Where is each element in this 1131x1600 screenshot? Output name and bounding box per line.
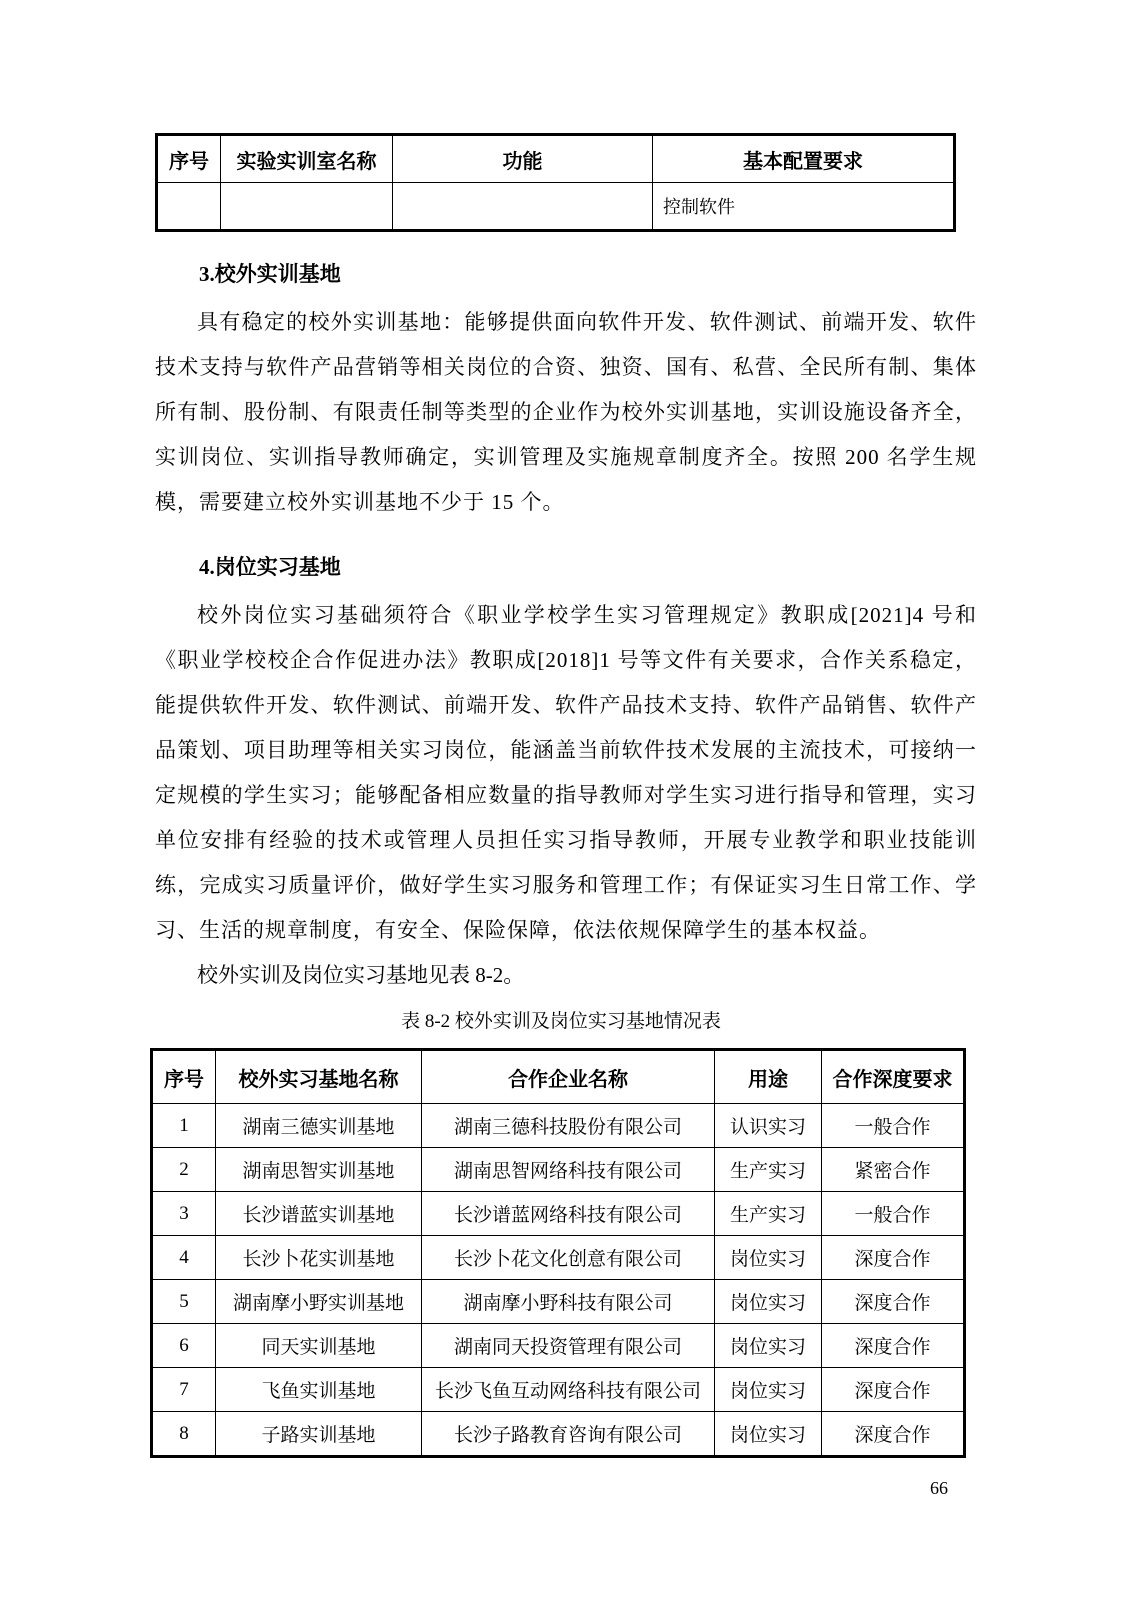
table-cell: 长沙卜花文化创意有限公司 [422,1236,715,1280]
column-header: 序号 [152,1050,216,1104]
table-cell: 长沙谱蓝实训基地 [216,1192,422,1236]
section-heading-internship-base: 4.岗位实习基地 [199,555,341,579]
section4-paragraph: 校外岗位实习基础须符合《职业学校学生实习管理规定》教职成[2021]4 号和《职业学校校企合作促进办法》教职成[2018]1 号等文件有关要求，合作关系稳定，能提供软件开发、软件测试、前端开发、软件产品技术支持、软件产品销售、软件产品策划、项目助理等相关实习岗位，能涵盖当前软件技术发展的主流技术，可接纳一定规模的学生实习；能够配备相应数量的指导教师对学生实习进行指导和管理，实习单位安排有经验的技术或管理人员担任实习指导教师，开展专业教学和职业技能训练，完成实习质量评价，做好学生实习服务和管理工作；有保证实习生日常工作、学习、生活的规章制度，有安全、保险保障，依法依规保障学生的基本权益。 [155,603,977,942]
table-caption: 表 8-2 校外实训及岗位实习基地情况表 [401,1011,721,1032]
table-cell: 岗位实习 [715,1368,822,1412]
table-row [157,183,955,231]
table-cell: 8 [152,1412,216,1457]
table-cell: 认识实习 [715,1104,822,1148]
table-cell: 1 [152,1104,216,1148]
table-row [152,1104,965,1148]
table-cell: 岗位实习 [715,1236,822,1280]
table-cell: 湖南思智实训基地 [216,1148,422,1192]
table-cell [221,183,393,231]
section-heading-off-campus-training: 3.校外实训基地 [199,262,341,286]
table-cell: 生产实习 [715,1192,822,1236]
table-cell: 深度合作 [822,1236,965,1280]
table-cell: 湖南摩小野实训基地 [216,1280,422,1324]
table-cell: 湖南思智网络科技有限公司 [422,1148,715,1192]
document-page [155,0,977,1458]
table-cell: 岗位实习 [715,1280,822,1324]
table-cell: 子路实训基地 [216,1412,422,1457]
table-row [152,1236,965,1280]
table-cell: 岗位实习 [715,1324,822,1368]
page-number: 66 [930,1478,948,1498]
table-header-row [157,135,955,183]
column-header: 合作企业名称 [422,1050,715,1104]
table-cell: 5 [152,1280,216,1324]
table-cell: 3 [152,1192,216,1236]
table-cell: 长沙子路教育咨询有限公司 [422,1412,715,1457]
table-cell: 同天实训基地 [216,1324,422,1368]
table-cell: 飞鱼实训基地 [216,1368,422,1412]
table-cell: 深度合作 [822,1324,965,1368]
section3-paragraph: 具有稳定的校外实训基地：能够提供面向软件开发、软件测试、前端开发、软件技术支持与软件产品营销等相关岗位的合资、独资、国有、私营、全民所有制、集体所有制、股份制、有限责任制等类型的企业作为校外实训基地，实训设施设备齐全，实训岗位、实训指导教师确定，实训管理及实施规章制度齐全。按照 200 名学生规模，需要建立校外实训基地不少于 15 个。 [155,310,977,514]
table-cell: 6 [152,1324,216,1368]
table-cell: 深度合作 [822,1412,965,1457]
table-reference-line: 校外实训及岗位实习基地见表 8-2。 [197,963,525,987]
lab-rooms-table [155,133,956,232]
column-header: 校外实习基地名称 [216,1050,422,1104]
column-header: 基本配置要求 [653,135,955,183]
table-cell: 岗位实习 [715,1412,822,1457]
table-cell: 湖南三德实训基地 [216,1104,422,1148]
table-cell: 长沙谱蓝网络科技有限公司 [422,1192,715,1236]
table-row [152,1324,965,1368]
column-header: 序号 [157,135,221,183]
table-cell: 长沙飞鱼互动网络科技有限公司 [422,1368,715,1412]
table-row [152,1148,965,1192]
internship-bases-table [150,1048,966,1458]
column-header: 合作深度要求 [822,1050,965,1104]
table-cell: 控制软件 [653,183,955,231]
table-cell: 生产实习 [715,1148,822,1192]
table-cell: 长沙卜花实训基地 [216,1236,422,1280]
column-header: 实验实训室名称 [221,135,393,183]
table-cell: 2 [152,1148,216,1192]
table-cell: 一般合作 [822,1104,965,1148]
table-cell: 7 [152,1368,216,1412]
table-cell: 4 [152,1236,216,1280]
table-cell [393,183,653,231]
table-cell: 深度合作 [822,1280,965,1324]
table-cell: 一般合作 [822,1192,965,1236]
table-row [152,1368,965,1412]
table-cell: 湖南摩小野科技有限公司 [422,1280,715,1324]
table-cell: 紧密合作 [822,1148,965,1192]
table-cell: 深度合作 [822,1368,965,1412]
column-header: 功能 [393,135,653,183]
table-row [152,1192,965,1236]
table-header-row [152,1050,965,1104]
table-cell: 湖南同天投资管理有限公司 [422,1324,715,1368]
table-cell: 湖南三德科技股份有限公司 [422,1104,715,1148]
column-header: 用途 [715,1050,822,1104]
table-cell [157,183,221,231]
table-row [152,1280,965,1324]
table-row [152,1412,965,1457]
